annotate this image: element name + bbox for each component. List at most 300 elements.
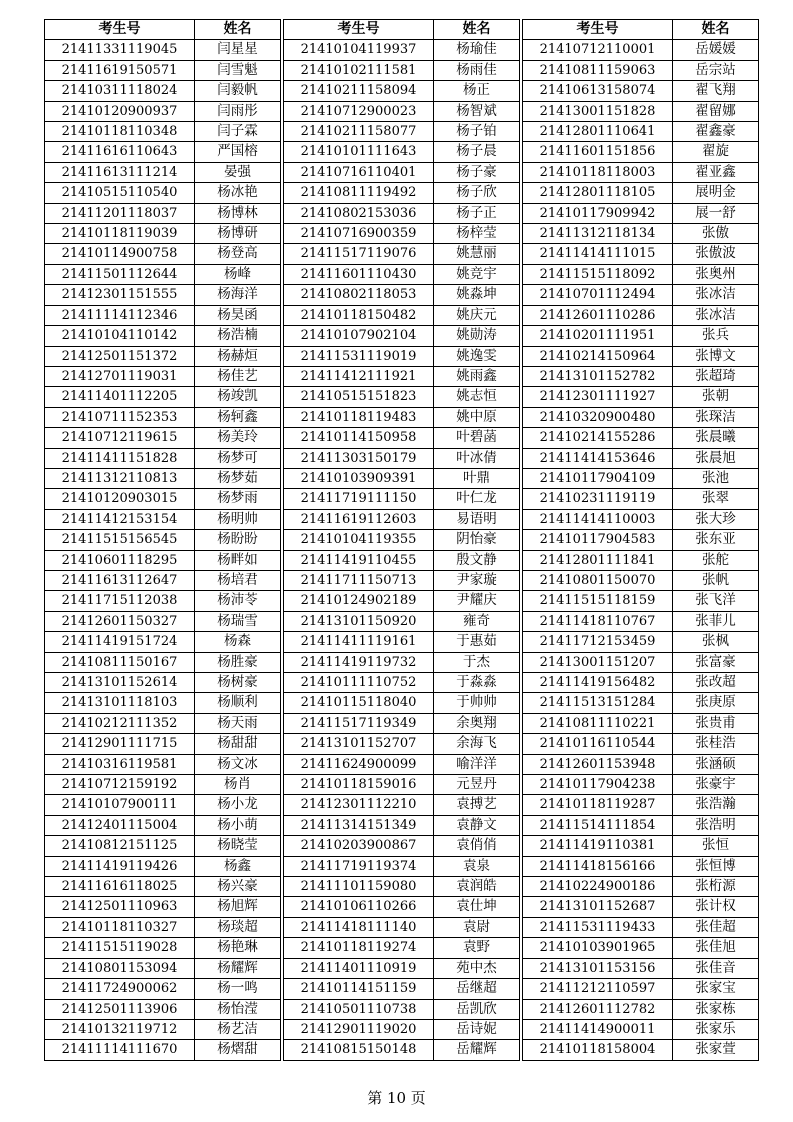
student-name-cell: 杨树豪 — [195, 673, 281, 693]
table-row — [45, 632, 281, 652]
student-name-cell: 杨子欣 — [434, 183, 520, 203]
table-row — [523, 428, 759, 448]
student-name-cell: 张桁源 — [673, 877, 759, 897]
table-row — [284, 632, 520, 652]
student-name-cell: 杨耀辉 — [195, 958, 281, 978]
table-row — [45, 856, 281, 876]
student-id-cell: 21410501110738 — [284, 999, 434, 1019]
student-id-cell: 21411624900099 — [284, 754, 434, 774]
student-id-cell: 21410203900867 — [284, 836, 434, 856]
table-row — [284, 611, 520, 631]
header-name: 姓名 — [673, 20, 759, 40]
student-name-cell: 张菲儿 — [673, 611, 759, 631]
student-name-cell: 张计权 — [673, 897, 759, 917]
student-name-cell: 闫星星 — [195, 40, 281, 60]
student-name-cell: 张豪宇 — [673, 775, 759, 795]
student-name-cell: 袁野 — [434, 938, 520, 958]
student-id-cell: 21410106110266 — [284, 897, 434, 917]
student-name-cell: 翟旋 — [673, 142, 759, 162]
student-name-cell: 张晨曦 — [673, 428, 759, 448]
page-number: 第 10 页 — [367, 1089, 426, 1107]
student-name-cell: 杨海洋 — [195, 285, 281, 305]
table-row — [45, 224, 281, 244]
student-id-cell: 21410515151823 — [284, 387, 434, 407]
student-id-cell: 21411212110597 — [523, 979, 673, 999]
student-id-cell: 21411414153646 — [523, 448, 673, 468]
student-name-cell: 杨登高 — [195, 244, 281, 264]
student-name-cell: 晏强 — [195, 162, 281, 182]
table-row — [523, 142, 759, 162]
table-row — [45, 122, 281, 142]
student-id-cell: 21410104110142 — [45, 326, 195, 346]
table-row — [45, 754, 281, 774]
student-id-cell: 21410118150482 — [284, 305, 434, 325]
table-row — [523, 550, 759, 570]
student-name-cell: 杨鑫 — [195, 856, 281, 876]
header-row — [284, 20, 520, 40]
table-row — [284, 326, 520, 346]
student-id-cell: 21411719119374 — [284, 856, 434, 876]
student-name-cell: 岳耀辉 — [434, 1040, 520, 1060]
table-row — [284, 387, 520, 407]
student-id-cell: 21410117904109 — [523, 468, 673, 488]
student-name-cell: 杨艺洁 — [195, 1019, 281, 1039]
student-name-cell: 杨博研 — [195, 224, 281, 244]
table-row — [523, 815, 759, 835]
student-name-cell: 张恒博 — [673, 856, 759, 876]
header-name: 姓名 — [195, 20, 281, 40]
table-row — [523, 632, 759, 652]
table-row — [45, 326, 281, 346]
student-id-cell: 21410231119119 — [523, 489, 673, 509]
student-id-cell: 21410316119581 — [45, 754, 195, 774]
student-id-cell: 21413001151828 — [523, 101, 673, 121]
table-row — [284, 366, 520, 386]
student-id-cell: 21411114112346 — [45, 305, 195, 325]
table-row — [45, 183, 281, 203]
table-row — [45, 264, 281, 284]
table-row — [284, 713, 520, 733]
table-row — [45, 673, 281, 693]
student-id-cell: 21411619150571 — [45, 60, 195, 80]
student-name-cell: 杨肖 — [195, 775, 281, 795]
table-row — [45, 305, 281, 325]
table-row — [523, 387, 759, 407]
student-id-cell: 21410211158094 — [284, 81, 434, 101]
student-id-cell: 21410515110540 — [45, 183, 195, 203]
student-name-cell: 杨甜甜 — [195, 734, 281, 754]
table-row — [45, 591, 281, 611]
table-row — [284, 734, 520, 754]
student-id-cell: 21410102111581 — [284, 60, 434, 80]
table-row — [523, 40, 759, 60]
student-name-cell: 闫毅帆 — [195, 81, 281, 101]
student-id-cell: 21412301111927 — [523, 387, 673, 407]
table-row — [45, 101, 281, 121]
student-name-cell: 张贵甫 — [673, 713, 759, 733]
student-name-cell: 姚中原 — [434, 407, 520, 427]
table-row — [523, 570, 759, 590]
table-row — [45, 203, 281, 223]
student-id-cell: 21412801111841 — [523, 550, 673, 570]
student-name-cell: 叶仁龙 — [434, 489, 520, 509]
table-row — [284, 979, 520, 999]
table-row — [45, 1019, 281, 1039]
student-id-cell: 21410214150964 — [523, 346, 673, 366]
student-name-cell: 张庚原 — [673, 693, 759, 713]
table-row — [284, 407, 520, 427]
student-name-cell: 杨胜豪 — [195, 652, 281, 672]
roster-block-3 — [522, 19, 759, 1061]
table-row — [45, 877, 281, 897]
table-row — [284, 81, 520, 101]
student-id-cell: 21411619112603 — [284, 509, 434, 529]
table-row — [523, 897, 759, 917]
student-id-cell: 21411418156166 — [523, 856, 673, 876]
student-name-cell: 姚志恒 — [434, 387, 520, 407]
student-name-cell: 杨昊函 — [195, 305, 281, 325]
table-row — [523, 407, 759, 427]
table-row — [284, 489, 520, 509]
student-name-cell: 杨峰 — [195, 264, 281, 284]
student-name-cell: 张家萱 — [673, 1040, 759, 1060]
student-id-cell: 21410118158004 — [523, 1040, 673, 1060]
student-id-cell: 21410811119492 — [284, 183, 434, 203]
student-id-cell: 21410104119937 — [284, 40, 434, 60]
student-name-cell: 杨子正 — [434, 203, 520, 223]
table-row — [284, 550, 520, 570]
student-id-cell: 21411613112647 — [45, 570, 195, 590]
student-name-cell: 岳继超 — [434, 979, 520, 999]
table-row — [523, 60, 759, 80]
student-id-cell: 21411419156482 — [523, 673, 673, 693]
table-row — [284, 693, 520, 713]
table-row — [284, 1019, 520, 1039]
student-id-cell: 21412901119020 — [284, 1019, 434, 1039]
student-id-cell: 21411724900062 — [45, 979, 195, 999]
student-name-cell: 张冰洁 — [673, 305, 759, 325]
table-row — [284, 40, 520, 60]
table-row — [523, 162, 759, 182]
student-id-cell: 21410211158077 — [284, 122, 434, 142]
table-row — [45, 1040, 281, 1060]
student-id-cell: 21411401112205 — [45, 387, 195, 407]
student-id-cell: 21412301151555 — [45, 285, 195, 305]
student-name-cell: 岳凯欣 — [434, 999, 520, 1019]
student-id-cell: 21410311118024 — [45, 81, 195, 101]
student-name-cell: 闫雨彤 — [195, 101, 281, 121]
student-name-cell: 张浩瀚 — [673, 795, 759, 815]
student-name-cell: 杨熠甜 — [195, 1040, 281, 1060]
student-id-cell: 21413001151207 — [523, 652, 673, 672]
student-id-cell: 21411412111921 — [284, 366, 434, 386]
student-name-cell: 严国榕 — [195, 142, 281, 162]
student-id-cell: 21412601110286 — [523, 305, 673, 325]
student-id-cell: 21411419110381 — [523, 836, 673, 856]
student-name-cell: 杨梦茹 — [195, 468, 281, 488]
student-name-cell: 袁润皓 — [434, 877, 520, 897]
student-id-cell: 21410124902189 — [284, 591, 434, 611]
student-id-cell: 21411515156545 — [45, 530, 195, 550]
student-id-cell: 21410801150070 — [523, 570, 673, 590]
student-name-cell: 张琛洁 — [673, 407, 759, 427]
student-id-cell: 21410320900480 — [523, 407, 673, 427]
student-id-cell: 21410132119712 — [45, 1019, 195, 1039]
student-id-cell: 21413101153156 — [523, 958, 673, 978]
table-row — [45, 428, 281, 448]
table-row — [284, 448, 520, 468]
student-id-cell: 21411312118134 — [523, 224, 673, 244]
table-row — [284, 877, 520, 897]
student-id-cell: 21410103909391 — [284, 468, 434, 488]
student-name-cell: 杨竣凯 — [195, 387, 281, 407]
student-id-cell: 21412501151372 — [45, 346, 195, 366]
student-name-cell: 苑中杰 — [434, 958, 520, 978]
student-id-cell: 21413101150920 — [284, 611, 434, 631]
student-name-cell: 岳宗站 — [673, 60, 759, 80]
student-id-cell: 21410103901965 — [523, 938, 673, 958]
student-name-cell: 张池 — [673, 468, 759, 488]
table-row — [523, 611, 759, 631]
student-id-cell: 21411331119045 — [45, 40, 195, 60]
student-name-cell: 杨博林 — [195, 203, 281, 223]
student-name-cell: 叶鼎 — [434, 468, 520, 488]
table-row — [284, 428, 520, 448]
table-row — [45, 509, 281, 529]
table-row — [284, 509, 520, 529]
student-id-cell: 21410118159016 — [284, 775, 434, 795]
table-row — [284, 183, 520, 203]
student-name-cell: 张朝 — [673, 387, 759, 407]
student-id-cell: 21410118119483 — [284, 407, 434, 427]
student-id-cell: 21411517119349 — [284, 713, 434, 733]
student-name-cell: 翟飞翔 — [673, 81, 759, 101]
student-name-cell: 姚淼坤 — [434, 285, 520, 305]
student-name-cell: 杨赫烜 — [195, 346, 281, 366]
student-name-cell: 杨轲鑫 — [195, 407, 281, 427]
student-name-cell: 张枫 — [673, 632, 759, 652]
table-row — [45, 489, 281, 509]
table-row — [45, 448, 281, 468]
table-row — [523, 836, 759, 856]
student-id-cell: 21410801153094 — [45, 958, 195, 978]
student-name-cell: 张晨旭 — [673, 448, 759, 468]
student-name-cell: 袁搏艺 — [434, 795, 520, 815]
student-name-cell: 张东亚 — [673, 530, 759, 550]
student-id-cell: 21413101152614 — [45, 673, 195, 693]
student-id-cell: 21411515118159 — [523, 591, 673, 611]
header-row — [523, 20, 759, 40]
student-name-cell: 张改超 — [673, 673, 759, 693]
table-row — [45, 285, 281, 305]
table-row — [523, 775, 759, 795]
table-row — [523, 1019, 759, 1039]
student-id-cell: 21410701112494 — [523, 285, 673, 305]
table-row — [45, 162, 281, 182]
student-name-cell: 尹家璇 — [434, 570, 520, 590]
table-row — [523, 877, 759, 897]
student-id-cell: 21411419119426 — [45, 856, 195, 876]
student-id-cell: 21411314151349 — [284, 815, 434, 835]
table-row — [284, 203, 520, 223]
table-row — [523, 1040, 759, 1060]
student-id-cell: 21410712900023 — [284, 101, 434, 121]
student-name-cell: 袁尉 — [434, 917, 520, 937]
student-id-cell: 21411412153154 — [45, 509, 195, 529]
student-name-cell: 杨天雨 — [195, 713, 281, 733]
student-id-cell: 21410118119287 — [523, 795, 673, 815]
student-id-cell: 21410601118295 — [45, 550, 195, 570]
student-name-cell: 张桂浩 — [673, 734, 759, 754]
student-id-cell: 21410201111951 — [523, 326, 673, 346]
student-name-cell: 姚勋涛 — [434, 326, 520, 346]
student-id-cell: 21411312110813 — [45, 468, 195, 488]
student-name-cell: 杨子豪 — [434, 162, 520, 182]
table-row — [45, 815, 281, 835]
student-id-cell: 21412701119031 — [45, 366, 195, 386]
table-row — [45, 550, 281, 570]
student-name-cell: 展一舒 — [673, 203, 759, 223]
student-id-cell: 21410214155286 — [523, 428, 673, 448]
table-row — [45, 938, 281, 958]
table-row — [45, 897, 281, 917]
table-row — [284, 917, 520, 937]
student-id-cell: 21411613111214 — [45, 162, 195, 182]
student-id-cell: 21410120903015 — [45, 489, 195, 509]
table-row — [284, 122, 520, 142]
student-id-cell: 21410104119355 — [284, 530, 434, 550]
table-row — [523, 754, 759, 774]
table-row — [284, 652, 520, 672]
student-id-cell: 21411303150179 — [284, 448, 434, 468]
student-id-cell: 21411418110767 — [523, 611, 673, 631]
student-id-cell: 21410107902104 — [284, 326, 434, 346]
student-name-cell: 姚慧丽 — [434, 244, 520, 264]
student-id-cell: 21411531119019 — [284, 346, 434, 366]
student-name-cell: 易语明 — [434, 509, 520, 529]
student-name-cell: 闫子霖 — [195, 122, 281, 142]
student-id-cell: 21412301112210 — [284, 795, 434, 815]
table-row — [523, 673, 759, 693]
table-row — [523, 999, 759, 1019]
header-student-id: 考生号 — [45, 20, 195, 40]
student-id-cell: 21410802153036 — [284, 203, 434, 223]
student-id-cell: 21412801110641 — [523, 122, 673, 142]
student-name-cell: 杨小萌 — [195, 815, 281, 835]
student-name-cell: 杨正 — [434, 81, 520, 101]
header-student-id: 考生号 — [523, 20, 673, 40]
student-name-cell: 张兵 — [673, 326, 759, 346]
student-name-cell: 杨琰超 — [195, 917, 281, 937]
student-id-cell: 21411411119161 — [284, 632, 434, 652]
student-name-cell: 杨森 — [195, 632, 281, 652]
student-id-cell: 21411711150713 — [284, 570, 434, 590]
header-row — [45, 20, 281, 40]
student-name-cell: 翟留娜 — [673, 101, 759, 121]
student-id-cell: 21411419119732 — [284, 652, 434, 672]
student-name-cell: 杨晓莹 — [195, 836, 281, 856]
student-id-cell: 21412601153948 — [523, 754, 673, 774]
student-name-cell: 岳诗妮 — [434, 1019, 520, 1039]
table-row — [45, 40, 281, 60]
student-id-cell: 21410118118003 — [523, 162, 673, 182]
student-id-cell: 21413101152782 — [523, 366, 673, 386]
student-name-cell: 杨顺利 — [195, 693, 281, 713]
table-row — [45, 570, 281, 590]
table-row — [523, 652, 759, 672]
student-name-cell: 于杰 — [434, 652, 520, 672]
student-id-cell: 21411501112644 — [45, 264, 195, 284]
student-name-cell: 袁泉 — [434, 856, 520, 876]
student-id-cell: 21410117904238 — [523, 775, 673, 795]
student-name-cell: 岳媛媛 — [673, 40, 759, 60]
student-id-cell: 21410101111643 — [284, 142, 434, 162]
table-row — [45, 468, 281, 488]
table-row — [284, 754, 520, 774]
student-id-cell: 21410802118053 — [284, 285, 434, 305]
student-id-cell: 21410812151125 — [45, 836, 195, 856]
student-id-cell: 21410111110752 — [284, 673, 434, 693]
student-name-cell: 杨美玲 — [195, 428, 281, 448]
student-id-cell: 21410120900937 — [45, 101, 195, 121]
student-name-cell: 殷文静 — [434, 550, 520, 570]
table-row — [284, 897, 520, 917]
table-row — [45, 81, 281, 101]
student-name-cell: 杨梓莹 — [434, 224, 520, 244]
table-row — [284, 101, 520, 121]
table-row — [45, 693, 281, 713]
table-row — [45, 958, 281, 978]
student-id-cell: 21410117909942 — [523, 203, 673, 223]
student-name-cell: 杨佳艺 — [195, 366, 281, 386]
student-id-cell: 21411515119028 — [45, 938, 195, 958]
student-id-cell: 21413101118103 — [45, 693, 195, 713]
student-name-cell: 元昱丹 — [434, 775, 520, 795]
table-row — [45, 979, 281, 999]
student-name-cell: 张超琦 — [673, 366, 759, 386]
student-name-cell: 杨兴豪 — [195, 877, 281, 897]
table-row — [45, 836, 281, 856]
student-id-cell: 21410716900359 — [284, 224, 434, 244]
student-name-cell: 杨旭辉 — [195, 897, 281, 917]
table-row — [523, 489, 759, 509]
table-row — [523, 326, 759, 346]
student-id-cell: 21410224900186 — [523, 877, 673, 897]
student-id-cell: 21411601151856 — [523, 142, 673, 162]
student-name-cell: 叶冰倩 — [434, 448, 520, 468]
roster-table — [44, 19, 764, 1061]
student-name-cell: 姚庆元 — [434, 305, 520, 325]
student-id-cell: 21412901111715 — [45, 734, 195, 754]
student-name-cell: 张傲 — [673, 224, 759, 244]
student-id-cell: 21410114900758 — [45, 244, 195, 264]
student-name-cell: 杨盼盼 — [195, 530, 281, 550]
table-row — [523, 346, 759, 366]
table-row — [284, 836, 520, 856]
student-id-cell: 21410811110221 — [523, 713, 673, 733]
student-id-cell: 21410118110327 — [45, 917, 195, 937]
student-id-cell: 21412601150327 — [45, 611, 195, 631]
header-name: 姓名 — [434, 20, 520, 40]
table-row — [523, 448, 759, 468]
student-name-cell: 张傲波 — [673, 244, 759, 264]
table-row — [523, 264, 759, 284]
table-row — [45, 407, 281, 427]
student-id-cell: 21410116110544 — [523, 734, 673, 754]
student-id-cell: 21411414110003 — [523, 509, 673, 529]
student-name-cell: 尹耀庆 — [434, 591, 520, 611]
table-row — [284, 530, 520, 550]
